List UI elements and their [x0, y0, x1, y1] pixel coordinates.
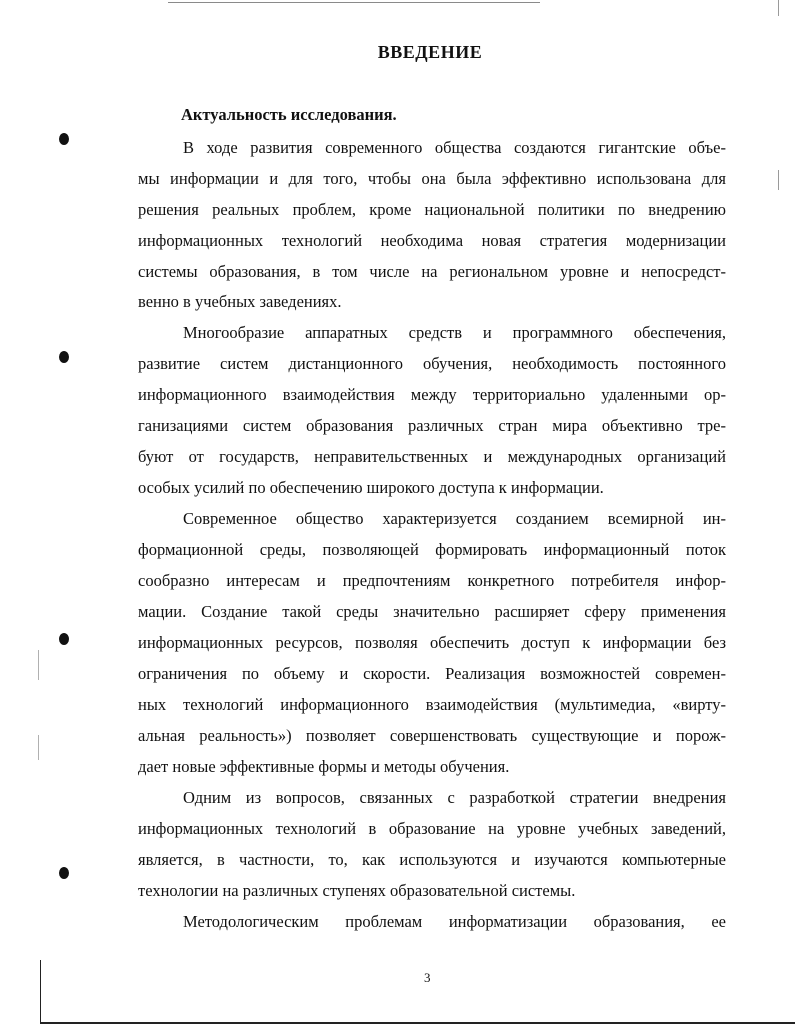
punch-hole: [59, 867, 69, 879]
text-line: Одним из вопросов, связанных с разработкой стратегии внедрения: [183, 788, 726, 807]
document-title: ВВЕДЕНИЕ: [377, 42, 483, 62]
scan-top-rule: [168, 2, 540, 3]
punch-hole: [59, 633, 69, 645]
text-line: мы информации и для того, чтобы она была эффективно использована для: [138, 169, 726, 188]
text-line: является, в частности, то, как используются и изучаются компьютерные: [138, 850, 726, 869]
scan-right-mark: [778, 0, 779, 16]
text-line: информационных технологий в образование на уровне учебных заведений,: [138, 819, 726, 838]
text-line: Многообразие аппаратных средств и программного обеспечения,: [183, 323, 726, 342]
text-line: буют от государств, неправительственных и международных организаций: [138, 447, 726, 466]
text-line: Современное общество характеризуется созданием всемирной ин-: [183, 509, 726, 528]
punch-hole: [59, 133, 69, 145]
text-line: информационных ресурсов, позволяя обеспечить доступ к информации без: [138, 633, 726, 652]
text-line: решения реальных проблем, кроме национальной политики по внедрению: [138, 200, 726, 219]
page-number: 3: [424, 970, 431, 985]
punch-hole: [59, 351, 69, 363]
text-line: технологии на различных ступенях образовательной системы.: [138, 881, 576, 900]
text-line: информационных технологий необходима новая стратегия модернизации: [138, 231, 726, 250]
section-heading: Актуальность исследования.: [181, 105, 397, 124]
text-line: мации. Создание такой среды значительно расширяет сферу применения: [138, 602, 726, 621]
scan-left-edge: [40, 960, 41, 1022]
text-line: ганизациями систем образования различных стран мира объективно тре-: [138, 416, 726, 435]
text-line: ограничения по объему и скорости. Реализация возможностей современ-: [138, 664, 726, 683]
text-line: формационной среды, позволяющей формировать информационный поток: [138, 540, 726, 559]
text-line: венно в учебных заведениях.: [138, 292, 342, 311]
text-line: особых усилий по обеспечению широкого доступа к информации.: [138, 478, 604, 497]
scan-right-mark: [778, 170, 779, 190]
text-line: ных технологий информационного взаимодействия (мультимедиа, «вирту-: [138, 695, 726, 714]
scan-bottom-edge: [40, 1022, 795, 1024]
scan-left-mark: [38, 735, 39, 760]
text-line: сообразно интересам и предпочтениям конкретного потребителя инфор-: [138, 571, 726, 590]
text-line: В ходе развития современного общества создаются гигантские объе-: [183, 138, 726, 157]
text-line: информационного взаимодействия между территориально удаленными ор-: [138, 385, 726, 404]
text-line: Методологическим проблемам информатизации образования, ее: [183, 912, 726, 931]
text-line: дает новые эффективные формы и методы обучения.: [138, 757, 510, 776]
text-line: развитие систем дистанционного обучения, необходимость постоянного: [138, 354, 726, 373]
scan-left-mark: [38, 650, 39, 680]
text-line: системы образования, в том числе на региональном уровне и непосредст-: [138, 262, 726, 281]
text-line: альная реальность») позволяет совершенствовать существующие и порож-: [138, 726, 726, 745]
